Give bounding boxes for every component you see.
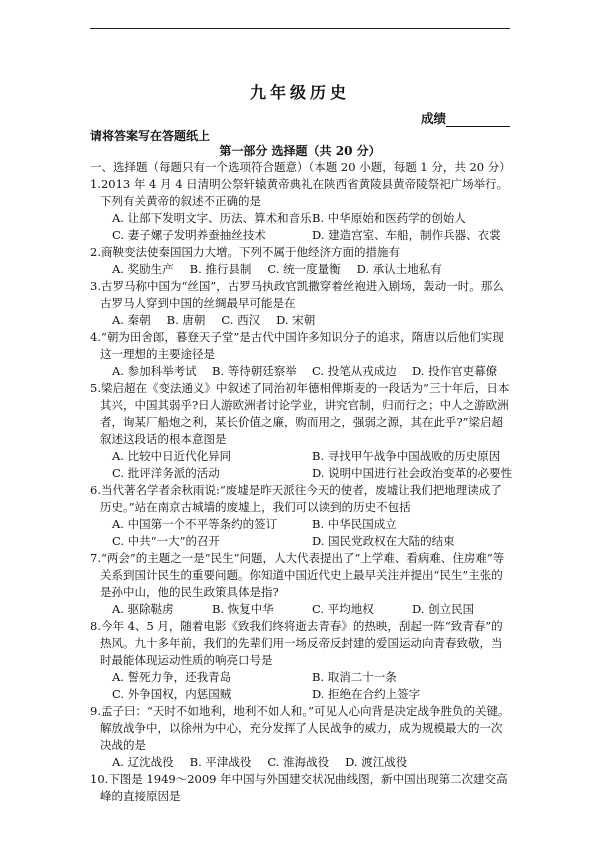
options-6 [90,516,512,550]
section-title: 一、选择题（每题只有一个选项符合题意）（本题 20 小题，每题 1 分，共 20 分） [90,160,511,174]
option-c: C. 平均地权 [312,602,374,616]
option-a: A. 奖励生产 [112,262,174,276]
options-8 [90,669,512,703]
question-6: 6.当代著名学者余秋雨说:“废墟是昨天派往今天的使者，废墟让我们把地理读成了历史。”站在南京古城墙的废墟上，我们可以读到的历史不包括 [90,483,502,514]
question-stem: 古罗马称中国为“丝国”，古罗马执政官凯撒穿着丝袍进入剧场，轰动一时。那么古罗马人穿到中国的丝绸最早可能是在 [100,279,504,310]
option-d: D. 拒绝在合约上签字 [312,687,421,701]
question-4: 4.“朝为田舍郎，暮登天子堂”是古代中国许多知识分子的追求，隋唐以后他们实现这一理想的主要途径是 [90,330,504,361]
option-a: A. 中国第一个不平等条约的签订 [112,517,278,531]
option-d: D. 国民党政权在大陆的结束 [312,534,455,548]
question-10: 10.下图是 1949～2009 年中国与外国建交状况曲线图，新中国出现第二次建交高峰的直接原因是 [90,772,508,803]
question-stem: 下图是 1949～2009 年中国与外国建交状况曲线图，新中国出现第二次建交高峰的直接原因是 [100,772,508,803]
options-4 [90,363,512,380]
option-b: B. 唐朝 [166,313,206,327]
page-title: 九年级历史 [249,83,350,102]
option-c: C. 统一度量衡 [267,262,341,276]
option-d: D. 说明中国进行社会政治变革的必要性 [312,466,513,480]
option-c: C. 西汉 [221,313,261,327]
option-b: B. 中华民国成立 [312,517,397,531]
option-c: C. 外争国权，内惩国贼 [112,687,232,701]
question-stem: “朝为田舍郎，暮登天子堂”是古代中国许多知识分子的追求，隋唐以后他们实现这一理想的主要途径是 [100,330,504,361]
option-d: D. 建造宫室、车船，制作兵器、衣裳 [312,228,501,242]
score-field [421,109,510,127]
option-c: C. 淮海战役 [267,755,330,769]
option-c: C. 投笔从戎成边 [312,364,397,378]
options-9 [90,754,512,771]
score-label: 成绩 [420,111,446,126]
option-a: A. 驱除鞑虏 [112,602,174,616]
option-b: B. 寻找甲午战争中国战败的历史原因 [312,449,501,463]
question-list [90,159,512,805]
option-b: B. 取消二十一条 [312,670,397,684]
option-b: B. 平津战役 [189,755,252,769]
question-stem: 2013 年 4 月 4 日清明公祭轩辕黄帝典礼在陕西省黄陵县黄帝陵祭祀广场举行。下列有关黄帝的叙述不正确的是 [100,177,509,208]
options-7 [90,601,512,618]
question-2: 2.商鞅变法使秦国国力大增。下列不属于他经济方面的措施有 [90,245,400,259]
option-d: D. 宋朝 [276,313,316,327]
options-5 [90,448,512,482]
option-a: A. 参加科举考试 [112,364,197,378]
option-b: B. 恢复中华 [212,602,274,616]
option-b: B. 等待朝廷察举 [212,364,297,378]
part-title: 第一部分 选择题（共 20 分） [219,144,381,158]
option-a: A. 让部下发明文字、历法、算术和音乐 [112,211,312,225]
option-a: A. 秦朝 [112,313,151,327]
question-7: 7.“两会”的主题之一是“民生”问题，人大代表提出了“上学难、看病难、住房难”等关系到国计民生的重要问题。你知道中国近代史上最早关注并提出“民生”主张的是孙中山，他的民生政策具体是指? [90,551,505,599]
question-stem: “两会”的主题之一是“民生”问题，人大代表提出了“上学难、看病难、住房难”等关系到国计民生的重要问题。你知道中国近代史上最早关注并提出“民生”主张的是孙中山，他的民生政策具体是指? [100,551,505,599]
question-5: 5.梁启超在《变法通义》中叙述了同治初年德相俾斯麦的一段话为“三十年后，日本其兴，中国其弱乎?日人游欧洲者讨论学业，讲究官制，归而行之；中人之游欧洲者，询某厂船炮之利，某长价值之廉，购而用之，强弱之源，其在此乎?”梁启超叙述这段话的根本意图是 [90,381,510,446]
option-d: D. 创立民国 [412,602,475,616]
question-stem: 孟子曰：“天时不如地利，地利不如人和。”可见人心向背是决定战争胜负的关键。解放战争中，以徐州为中心，充分发挥了人民战争的威力，成为规模最大的一次决战的是 [100,704,510,752]
question-1: 1.2013 年 4 月 4 日清明公祭轩辕黄帝典礼在陕西省黄陵县黄帝陵祭祀广场举行。下列有关黄帝的叙述不正确的是 [90,177,509,208]
question-9: 9.孟子曰：“天时不如地利，地利不如人和。”可见人心向背是决定战争胜负的关键。解放战争中，以徐州为中心，充分发挥了人民战争的威力，成为规模最大的一次决战的是 [90,704,510,752]
score-blank [446,114,510,127]
option-c: C. 妻子嫘子发明养蚕抽丝技术 [112,228,266,242]
question-stem: 梁启超在《变法通义》中叙述了同治初年德相俾斯麦的一段话为“三十年后，日本其兴，中国其弱乎?日人游欧洲者讨论学业，讲究官制，归而行之；中人之游欧洲者，询某厂船炮之利，某长价值之廉，购而用之，强弱之源，其在此乎?”梁启超叙述这段话的根本意图是 [100,381,510,446]
options-1 [90,210,512,244]
question-3: 3.古罗马称中国为“丝国”，古罗马执政官凯撒穿着丝袍进入剧场，轰动一时。那么古罗马人穿到中国的丝绸最早可能是在 [90,279,504,310]
option-c: C. 批评洋务派的活动 [112,466,220,480]
answer-notice: 请将答案写在答题纸上 [90,129,211,143]
question-stem: 当代著名学者余秋雨说:“废墟是昨天派往今天的使者，废墟让我们把地理读成了历史。”站在南京古城墙的废墟上，我们可以读到的历史不包括 [100,483,502,514]
option-b: B. 中华原始和医药学的创始人 [312,211,466,225]
question-stem: 商鞅变法使秦国国力大增。下列不属于他经济方面的措施有 [100,245,400,259]
option-b: B. 推行县制 [189,262,252,276]
option-c: C. 中共“一大”的召开 [112,534,220,548]
header-rule [90,28,510,29]
question-8: 8.今年 4、5 月，随着电影《致我们终将逝去青春》的热映，刮起一阵“致青春”的热风。九十多年前，我们的先辈们用一场反帝反封建的爱国运动向青春致敬，当时最能体现运动性质的响亮口号是 [90,619,503,667]
option-d: D. 投作官吏幕僚 [412,364,498,378]
option-a: A. 辽沈战役 [112,755,174,769]
option-a: A. 比较中日近代化异同 [112,449,232,463]
question-stem: 今年 4、5 月，随着电影《致我们终将逝去青春》的热映，刮起一阵“致青春”的热风。九十多年前，我们的先辈们用一场反帝反封建的爱国运动向青春致敬，当时最能体现运动性质的响亮口号是 [100,619,503,667]
option-d: D. 承认土地私有 [356,262,442,276]
options-3 [90,312,512,329]
option-a: A. 誓死力争，还我青岛 [112,670,232,684]
options-2 [90,261,512,278]
option-d: D. 渡江战役 [345,755,408,769]
